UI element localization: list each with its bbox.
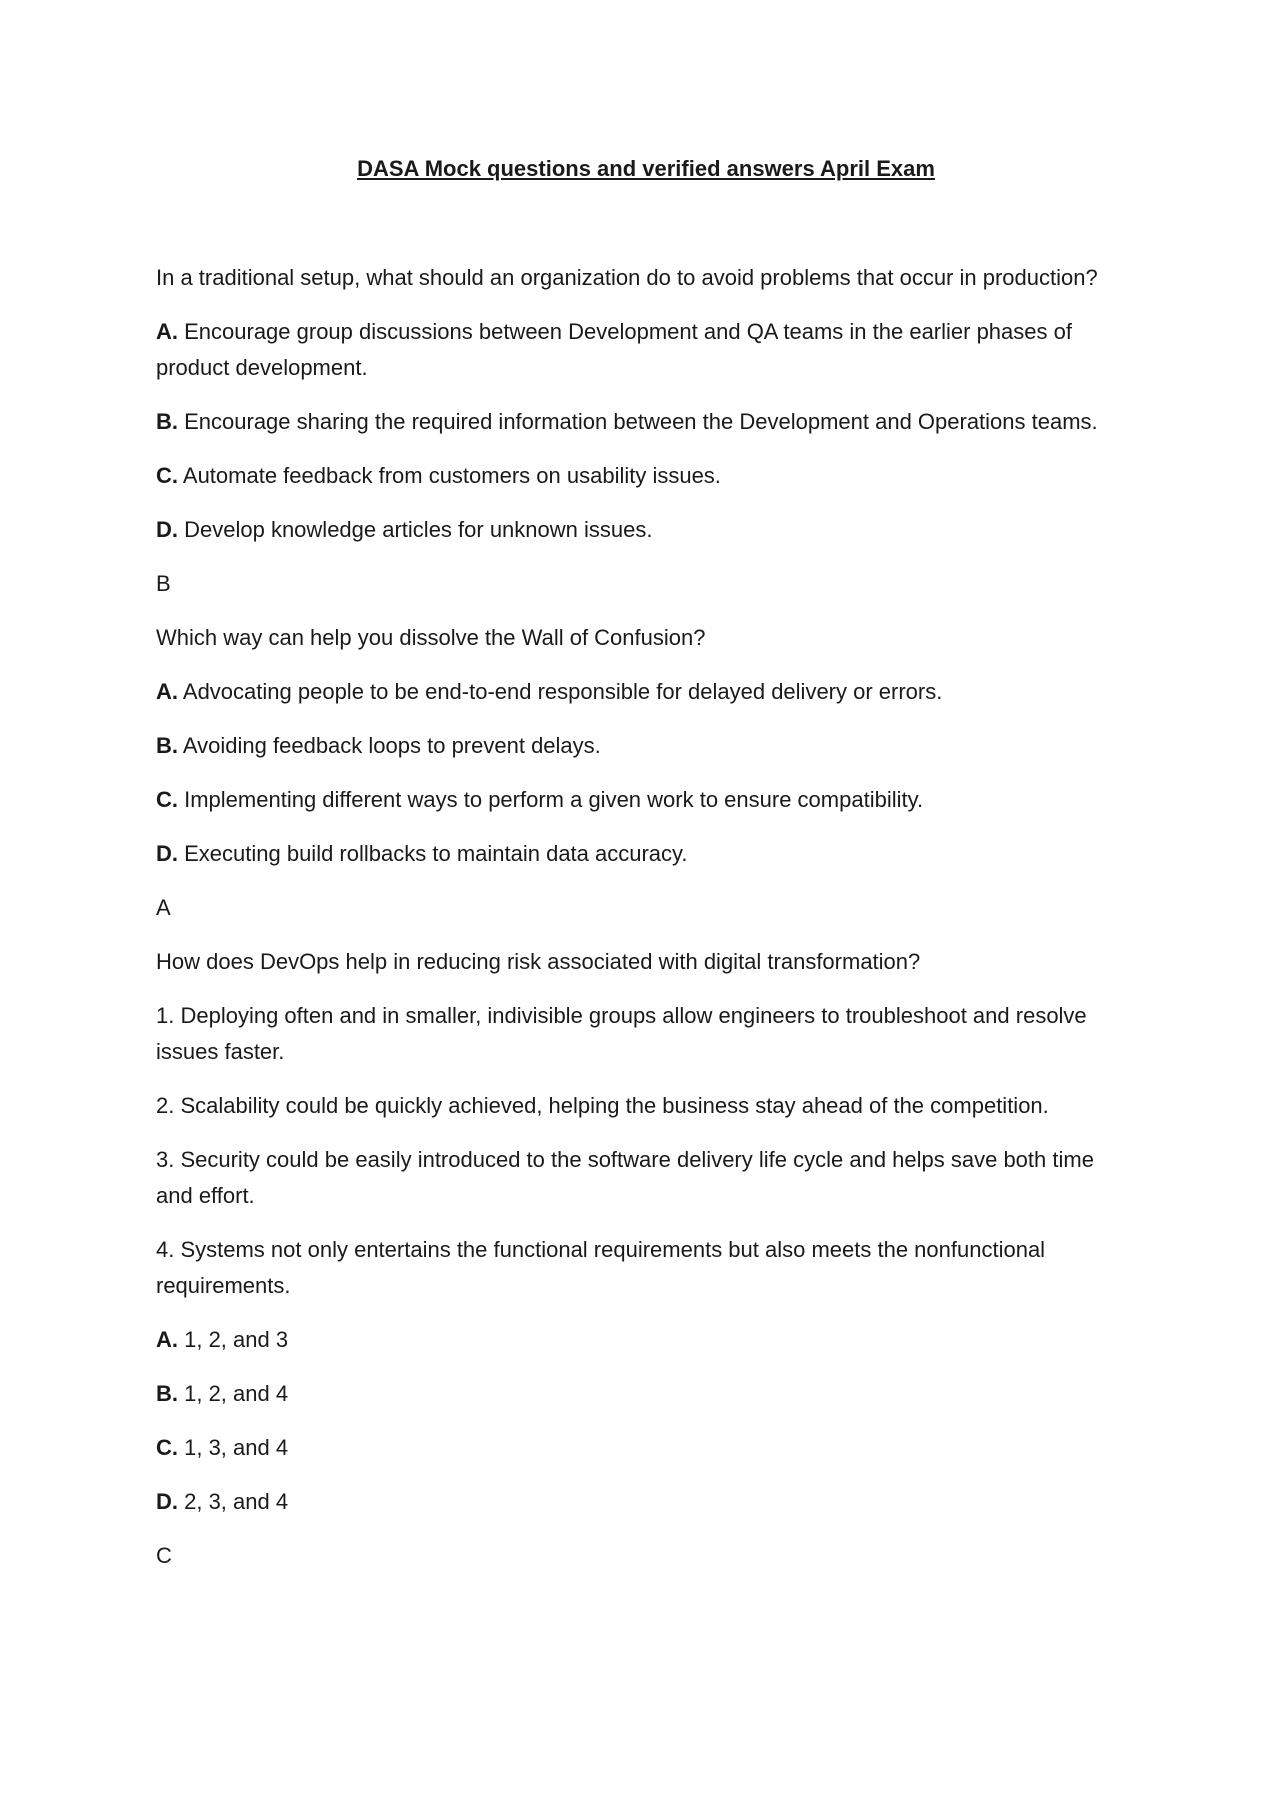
- question-1-text: In a traditional setup, what should an organization do to avoid problems that occur in production?: [156, 265, 1098, 290]
- q2-option-b: [156, 728, 1136, 764]
- q3-statement-1: 1. Deploying often and in smaller, indivisible groups allow engineers to troubleshoot and resolve issues faster.: [156, 1003, 1087, 1064]
- q1-option-d: [156, 512, 1136, 548]
- option-letter: A.: [156, 319, 178, 344]
- option-letter: C.: [156, 787, 178, 812]
- q1-answer: B: [156, 571, 171, 596]
- option-letter: A.: [156, 679, 178, 704]
- option-text: Avoiding feedback loops to prevent delays.: [178, 733, 601, 758]
- q1-option-b: [156, 404, 1136, 440]
- q2-option-c: [156, 782, 1136, 818]
- option-letter: B.: [156, 733, 178, 758]
- q2-answer: A: [156, 895, 171, 920]
- q3-option-b: [156, 1376, 1136, 1412]
- option-text: Encourage group discussions between Development and QA teams in the earlier phases of product development.: [156, 319, 1072, 380]
- q2-option-d: [156, 836, 1136, 872]
- option-letter: D.: [156, 1489, 178, 1514]
- option-letter: D.: [156, 841, 178, 866]
- q3-answer: C: [156, 1543, 172, 1568]
- option-letter: C.: [156, 463, 178, 488]
- document-page: [156, 150, 1136, 1592]
- option-text: 1, 2, and 4: [178, 1381, 289, 1406]
- q1-option-c: [156, 458, 1136, 494]
- q1-option-a: [156, 314, 1136, 386]
- option-text: Implementing different ways to perform a given work to ensure compatibility.: [178, 787, 924, 812]
- question-2-text: Which way can help you dissolve the Wall of Confusion?: [156, 625, 706, 650]
- q2-option-a: [156, 674, 1136, 710]
- option-letter: D.: [156, 517, 178, 542]
- option-letter: A.: [156, 1327, 178, 1352]
- q3-option-a: [156, 1322, 1136, 1358]
- option-text: 1, 3, and 4: [178, 1435, 289, 1460]
- option-text: 1, 2, and 3: [178, 1327, 289, 1352]
- option-text: Develop knowledge articles for unknown issues.: [178, 517, 653, 542]
- option-text: Executing build rollbacks to maintain data accuracy.: [178, 841, 688, 866]
- q3-option-c: [156, 1430, 1136, 1466]
- option-text: Encourage sharing the required information between the Development and Operations teams.: [178, 409, 1098, 434]
- option-letter: B.: [156, 409, 178, 434]
- q3-option-d: [156, 1484, 1136, 1520]
- option-text: Advocating people to be end-to-end responsible for delayed delivery or errors.: [178, 679, 943, 704]
- option-text: Automate feedback from customers on usability issues.: [178, 463, 721, 488]
- q3-statement-3: 3. Security could be easily introduced to the software delivery life cycle and helps save both time and effort.: [156, 1147, 1094, 1208]
- option-text: 2, 3, and 4: [178, 1489, 289, 1514]
- document-title: DASA Mock questions and verified answers April Exam: [357, 156, 935, 181]
- q3-statement-2: 2. Scalability could be quickly achieved, helping the business stay ahead of the competition.: [156, 1093, 1049, 1118]
- q3-statement-4: 4. Systems not only entertains the functional requirements but also meets the nonfunctional requirements.: [156, 1237, 1046, 1298]
- question-3-text: How does DevOps help in reducing risk associated with digital transformation?: [156, 949, 921, 974]
- option-letter: B.: [156, 1381, 178, 1406]
- option-letter: C.: [156, 1435, 178, 1460]
